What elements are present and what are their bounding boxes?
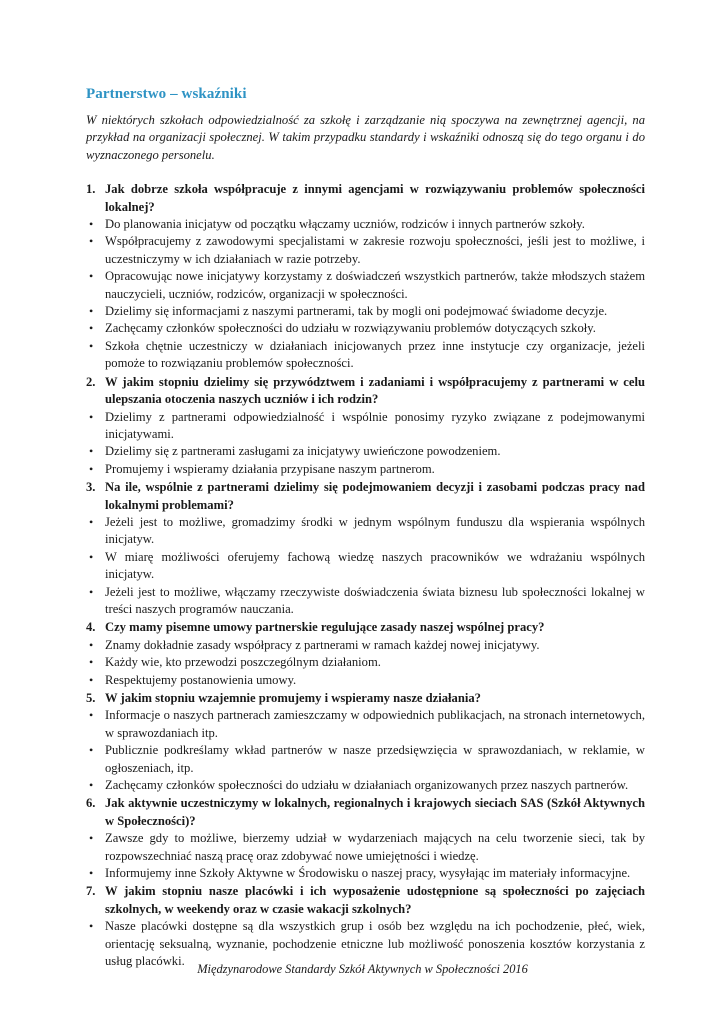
bullet-text: Publicznie podkreślamy wkład partnerów w nasze przedsięwzięcia w sprawozdaniach, w reklamie, w ogłoszeniach, itp.	[105, 743, 645, 775]
bullet-text: Zachęcamy członków społeczności do udziału w rozwiązywaniu problemów dotyczących szkoły.	[105, 321, 596, 336]
question-text: Na ile, wspólnie z partnerami dzielimy się podejmowaniem decyzji i zasobami podczas pracy nad lokalnymi problemami?	[105, 480, 645, 512]
bullet-item	[86, 672, 645, 689]
bullet-text: Każdy wie, kto przewodzi poszczególnym działaniom.	[105, 655, 381, 670]
bullet-text: Respektujemy postanowienia umowy.	[105, 672, 297, 687]
intro-paragraph: W niektórych szkołach odpowiedzialność za szkołę i zarządzanie nią spoczywa na zewnętrznej agencji, na przykład na organizacji społecznej. W takim przypadku standardy i wskaźniki odnoszą się do tego organu i do wyznaczonego personelu.	[86, 113, 645, 162]
question-number: 4.	[86, 620, 96, 635]
bullet-marker: •	[89, 549, 94, 564]
page-title: Partnerstwo – wskaźniki	[86, 86, 247, 102]
bullet-marker: •	[89, 304, 94, 319]
question-text: W jakim stopniu nasze placówki i ich wyposażenie udostępnione są społeczności po zajęciach szkolnych, w weekendy oraz w czasie wakacji szkolnych?	[105, 884, 645, 916]
bullet-item	[86, 303, 645, 320]
bullet-text: Informacje o naszych partnerach zamieszczamy w odpowiednich publikacjach, na stronach internetowych, w sprawozdaniach itp.	[105, 708, 645, 740]
bullet-text: Opracowując nowe inicjatywy korzystamy z doświadczeń wszystkich partnerów, także młodszych stażem nauczycieli, uczniów, rodziców, organizacji w społeczności.	[105, 269, 645, 301]
question-text: Czy mamy pisemne umowy partnerskie regulujące zasady naszej wspólnej pracy?	[105, 620, 545, 635]
question-number: 6.	[86, 796, 96, 811]
page-footer: Międzynarodowe Standardy Szkół Aktywnych w Społeczności 2016	[197, 962, 528, 976]
question-item	[86, 795, 645, 830]
question-text: W jakim stopniu wzajemnie promujemy i wspieramy nasze działania?	[105, 691, 481, 705]
bullet-item	[86, 637, 645, 654]
question-text: Jak aktywnie uczestniczymy w lokalnych, regionalnych i krajowych sieciach SAS (Szkół Aktywnych w Społeczności)?	[105, 796, 645, 828]
bullet-marker: •	[89, 584, 94, 599]
question-item	[86, 619, 645, 636]
bullet-text: Zachęcamy członków społeczności do udziału w działaniach organizowanych przez naszych partnerów.	[105, 778, 629, 793]
bullet-marker: •	[89, 234, 94, 249]
bullet-item	[86, 742, 645, 777]
bullet-text: Współpracujemy z zawodowymi specjalistami w zakresie rozwoju społeczności, jeśli jest to możliwe, i uczestniczymy w ich działaniach w razie potrzeby.	[105, 234, 645, 266]
bullet-text: Promujemy i wspieramy działania przypisane naszym partnerom.	[105, 461, 435, 476]
bullet-marker: •	[89, 708, 94, 723]
bullet-item	[86, 461, 645, 478]
bullet-text: Szkoła chętnie uczestniczy w działaniach inicjowanych przez inne instytucje czy organizacje, jeżeli pomoże to rozwiązaniu problemów społeczności.	[105, 338, 645, 371]
bullet-marker: •	[89, 321, 94, 336]
bullet-marker: •	[89, 743, 94, 758]
bullet-item	[86, 654, 645, 671]
question-item	[86, 181, 645, 216]
bullet-text: Dzielimy z partnerami odpowiedzialność i wspólnie ponosimy ryzyko związane z podejmowanymi inicjatywami.	[105, 409, 645, 441]
bullet-text: Jeżeli jest to możliwe, gromadzimy środki w jednym wspólnym funduszu dla wspierania wspólnych inicjatyw.	[105, 514, 645, 547]
bullet-item	[86, 409, 645, 444]
bullet-marker: •	[89, 444, 94, 459]
question-number: 5.	[86, 691, 96, 705]
bullet-item	[86, 777, 645, 794]
bullet-marker: •	[89, 338, 94, 353]
question-item	[86, 883, 645, 918]
question-item	[86, 479, 645, 514]
bullet-text: Nasze placówki dostępne są dla wszystkich grup i osób bez względu na ich pochodzenie, płeć, wiek, orientację seksualną, wyznanie, pochodzenie etniczne lub możliwość ponoszenia kosztów korzystania z usług placówki.	[105, 919, 645, 969]
bullet-marker: •	[89, 269, 94, 284]
bullet-text: Dzielimy się z partnerami zasługami za inicjatywy uwieńczone powodzeniem.	[105, 444, 501, 459]
bullet-text: Znamy dokładnie zasady współpracy z partnerami w ramach każdej nowej inicjatywy.	[105, 637, 540, 652]
bullet-item	[86, 338, 645, 373]
bullet-text: Informujemy inne Szkoły Aktywne w Środowisku o naszej pracy, wysyłając im materiały informacyjne.	[105, 866, 631, 881]
question-item	[86, 374, 645, 409]
question-number: 3.	[86, 480, 96, 495]
bullet-item	[86, 233, 645, 268]
bullet-marker: •	[89, 514, 94, 529]
bullet-marker: •	[89, 919, 94, 934]
question-number: 1.	[86, 182, 96, 197]
bullet-item	[86, 584, 645, 619]
bullet-marker: •	[89, 831, 94, 846]
bullet-item	[86, 216, 645, 233]
bullet-marker: •	[89, 655, 94, 670]
bullet-text: W miarę możliwości oferujemy fachową wiedzę naszych pracowników we wdrażaniu wspólnych inicjatyw.	[105, 549, 645, 582]
bullet-text: Jeżeli jest to możliwe, włączamy rzeczywiste doświadczenia świata biznesu lub społeczności lokalnej w treści naszych programów nauczania.	[105, 584, 645, 616]
bullet-item	[86, 320, 645, 337]
bullet-item	[86, 514, 645, 549]
question-text: W jakim stopniu dzielimy się przywództwem i zadaniami i współpracujemy z partnerami w celu ulepszania otoczenia naszych uczniów i ich rodzin?	[105, 374, 645, 407]
bullet-marker: •	[89, 672, 94, 687]
bullet-marker: •	[89, 866, 94, 881]
question-number: 2.	[86, 374, 96, 389]
bullet-item	[86, 865, 645, 882]
bullet-text: Do planowania inicjatyw od początku włączamy uczniów, rodziców i innych partnerów szkoły.	[105, 217, 585, 232]
bullet-marker: •	[89, 217, 94, 232]
question-text: Jak dobrze szkoła współpracuje z innymi agencjami w rozwiązywaniu problemów społeczności lokalnej?	[105, 182, 645, 214]
bullet-item	[86, 549, 645, 584]
bullet-item	[86, 707, 645, 742]
bullet-text: Dzielimy się informacjami z naszymi partnerami, tak by mogli oni podejmować świadome decyzje.	[105, 304, 608, 319]
bullet-item	[86, 830, 645, 865]
question-item	[86, 690, 645, 707]
bullet-item	[86, 443, 645, 460]
bullet-item	[86, 268, 645, 303]
bullet-marker: •	[89, 409, 94, 424]
bullet-marker: •	[89, 461, 94, 476]
bullet-marker: •	[89, 637, 94, 652]
bullet-marker: •	[89, 778, 94, 793]
indicator-list	[86, 181, 645, 970]
question-number: 7.	[86, 884, 96, 899]
bullet-text: Zawsze gdy to możliwe, bierzemy udział w wydarzeniach mających na celu tworzenie sieci, tak by rozpowszechniać naszą pracę oraz zdobywać nowe umiejętności i wiedzę.	[105, 831, 645, 863]
